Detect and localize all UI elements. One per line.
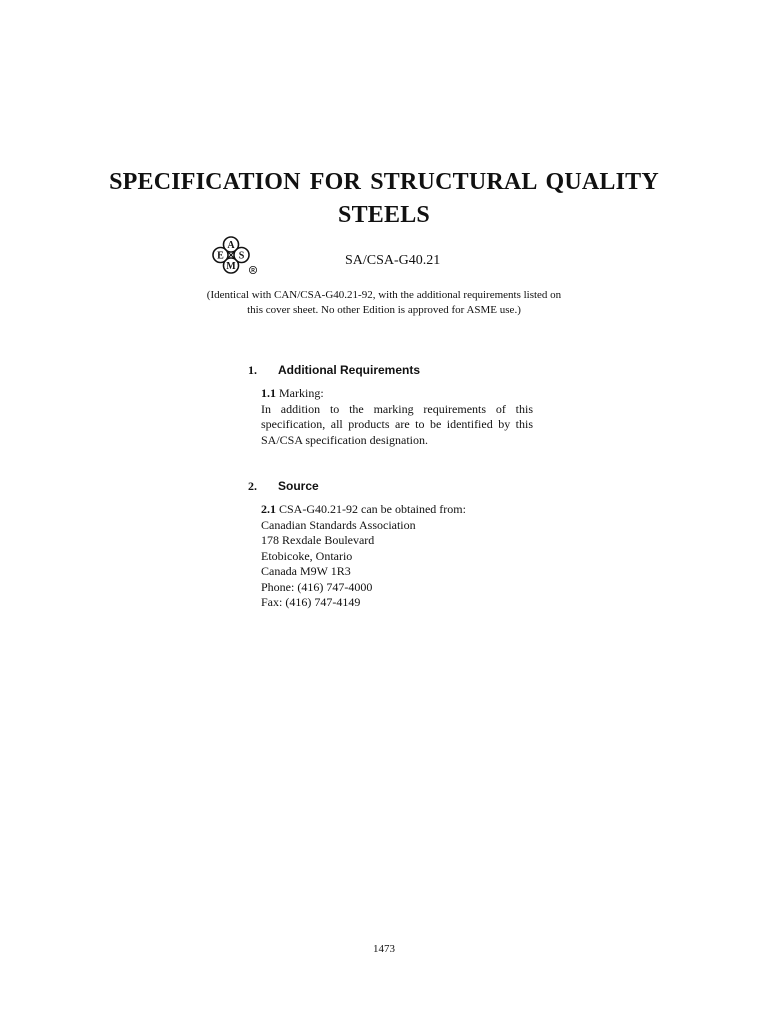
address-line: Canada M9W 1R3 (261, 564, 351, 578)
logo-letter: E (217, 250, 224, 262)
section-number: 1. (248, 363, 257, 377)
fax-line: Fax: (416) 747-4149 (261, 595, 361, 609)
edition-note (190, 288, 578, 318)
specification-designation: SA/CSA-G40.21 (345, 253, 441, 268)
body-line: SA/CSA specification designation. (261, 432, 428, 447)
svg-text:R: R (251, 268, 255, 275)
subsection-number: 2.1 (261, 502, 276, 516)
page-title (84, 166, 684, 232)
subsection-title: CSA-G40.21-92 can be obtained from: (279, 502, 466, 516)
section-heading-additional-requirements (248, 363, 420, 378)
title-line: SPECIFICATION FOR STRUCTURAL QUALITY (109, 169, 659, 195)
asme-logo-icon (211, 234, 263, 280)
address-line: 178 Rexdale Boulevard (261, 533, 375, 547)
body-line: In addition to the marking requirements of this (261, 401, 533, 416)
section-number: 2. (248, 479, 257, 493)
address-line: Etobicoke, Ontario (261, 548, 353, 563)
logo-letter: A (227, 240, 235, 251)
section-title: Source (278, 479, 319, 493)
note-line: this cover sheet. No other Edition is approved for ASME use.) (247, 304, 521, 316)
subsection-title: Marking: (279, 386, 324, 400)
page-number: 1473 (373, 943, 395, 955)
title-line: STEELS (338, 202, 430, 228)
section-title: Additional Requirements (278, 363, 421, 377)
logo-letter: S (238, 250, 245, 262)
section-body-marking (261, 386, 533, 448)
note-line: (Identical with CAN/CSA-G40.21-92, with the additional requirements listed on (206, 289, 562, 301)
section-heading-source (248, 479, 319, 494)
address-line: Canadian Standards Association (261, 517, 416, 532)
logo-letter: M (226, 261, 236, 272)
section-body-source (261, 502, 533, 611)
body-line: specification, all products are to be identified by this (261, 417, 533, 431)
phone-line: Phone: (416) 747-4000 (261, 579, 373, 594)
subsection-number: 1.1 (261, 386, 276, 400)
